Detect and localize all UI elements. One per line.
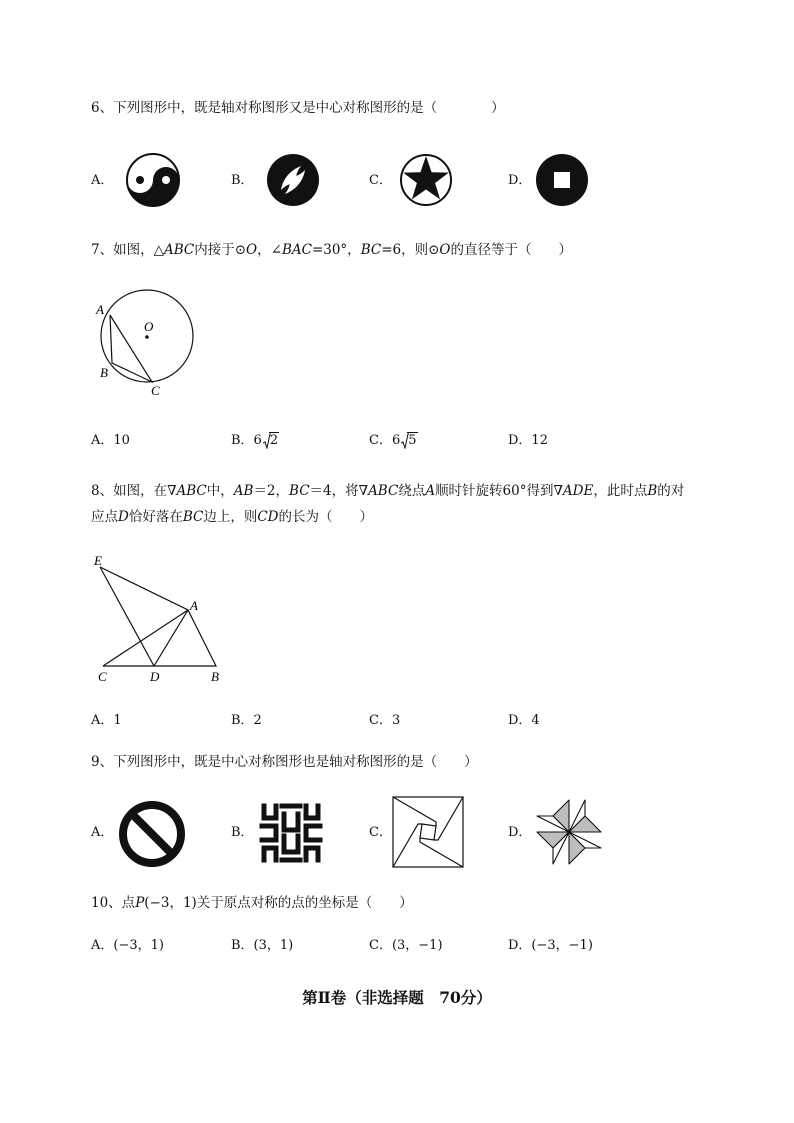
sqrt-sign-icon [263, 433, 271, 449]
yin-yang-icon [125, 152, 181, 208]
sqrt-sign-icon [401, 433, 409, 449]
q8-stem-line1: 8、如图，在∇ABC中，AB＝2，BC＝4，将∇ABC绕点A顺时针旋转60°得到∇ADE，此时点B的对 [91, 483, 685, 499]
swirl-emblem-icon [265, 152, 321, 208]
section-title: 第Ⅱ卷（非选择题 70分） [302, 988, 492, 1007]
inscribed-triangle-figure [90, 285, 205, 405]
pinwheel-shaded-icon [534, 797, 604, 867]
star-in-circle-icon [398, 152, 454, 208]
q6-option-a-label: A． [91, 173, 114, 188]
fig7-label-b: B [100, 365, 108, 380]
q10-option-a: A．(−3，1) [91, 938, 164, 953]
q8-stem-line2: 应点D恰好落在BC边上，则CD的长为（ ） [91, 509, 373, 525]
q10-option-c: C．(3，−1) [369, 938, 443, 953]
fig8-label-d: D [150, 669, 160, 684]
rotated-triangle-figure [88, 550, 228, 688]
fig8-label-a: A [190, 598, 198, 613]
q6-stem: 6、下列图形中，既是轴对称图形又是中心对称图形的是（ ） [91, 100, 505, 116]
coin-with-square-hole-icon [534, 152, 590, 208]
q9-option-a-label: A． [91, 825, 114, 840]
q9-stem: 9、下列图形中，既是中心对称图形也是轴对称图形的是（ ） [91, 754, 478, 770]
q6-option-b-label: B． [231, 173, 254, 188]
q10-option-d: D．(−3，−1) [508, 938, 593, 953]
prohibition-sign-icon [116, 798, 188, 870]
q10-option-b: B．(3，1) [231, 938, 294, 953]
fig7-label-a: A [96, 302, 104, 317]
q7-option-d: D．12 [508, 433, 548, 448]
fig8-label-e: E [94, 553, 102, 568]
q7-option-a: A．10 [91, 433, 130, 448]
meander-pattern-icon [258, 800, 324, 866]
q6-option-c-label: C． [369, 173, 392, 188]
q8-option-c: C．3 [369, 713, 401, 728]
q10-stem: 10、点P(−3，1)关于原点对称的点的坐标是（ ） [91, 895, 413, 911]
fig8-label-b: B [211, 669, 219, 684]
q9-option-c-label: C． [369, 825, 392, 840]
fig8-label-c: C [98, 669, 107, 684]
q8-option-a: A．1 [91, 713, 122, 728]
q7-option-c: C．6 5 [369, 433, 417, 448]
q6-option-d-label: D． [508, 173, 532, 188]
q7-stem: 7、如图，△ABC内接于⊙O，∠BAC=30°，BC=6，则⊙O的直径等于（ ） [91, 242, 572, 258]
q9-option-d-label: D． [508, 825, 532, 840]
q8-option-b: B．2 [231, 713, 262, 728]
q8-option-d: D．4 [508, 713, 540, 728]
pinwheel-square-outline-icon [392, 796, 464, 868]
q9-option-b-label: B． [231, 825, 254, 840]
fig7-label-c: C [151, 383, 160, 398]
q7-option-b: B．6 2 [231, 433, 279, 448]
fig7-label-o: O [144, 319, 154, 334]
